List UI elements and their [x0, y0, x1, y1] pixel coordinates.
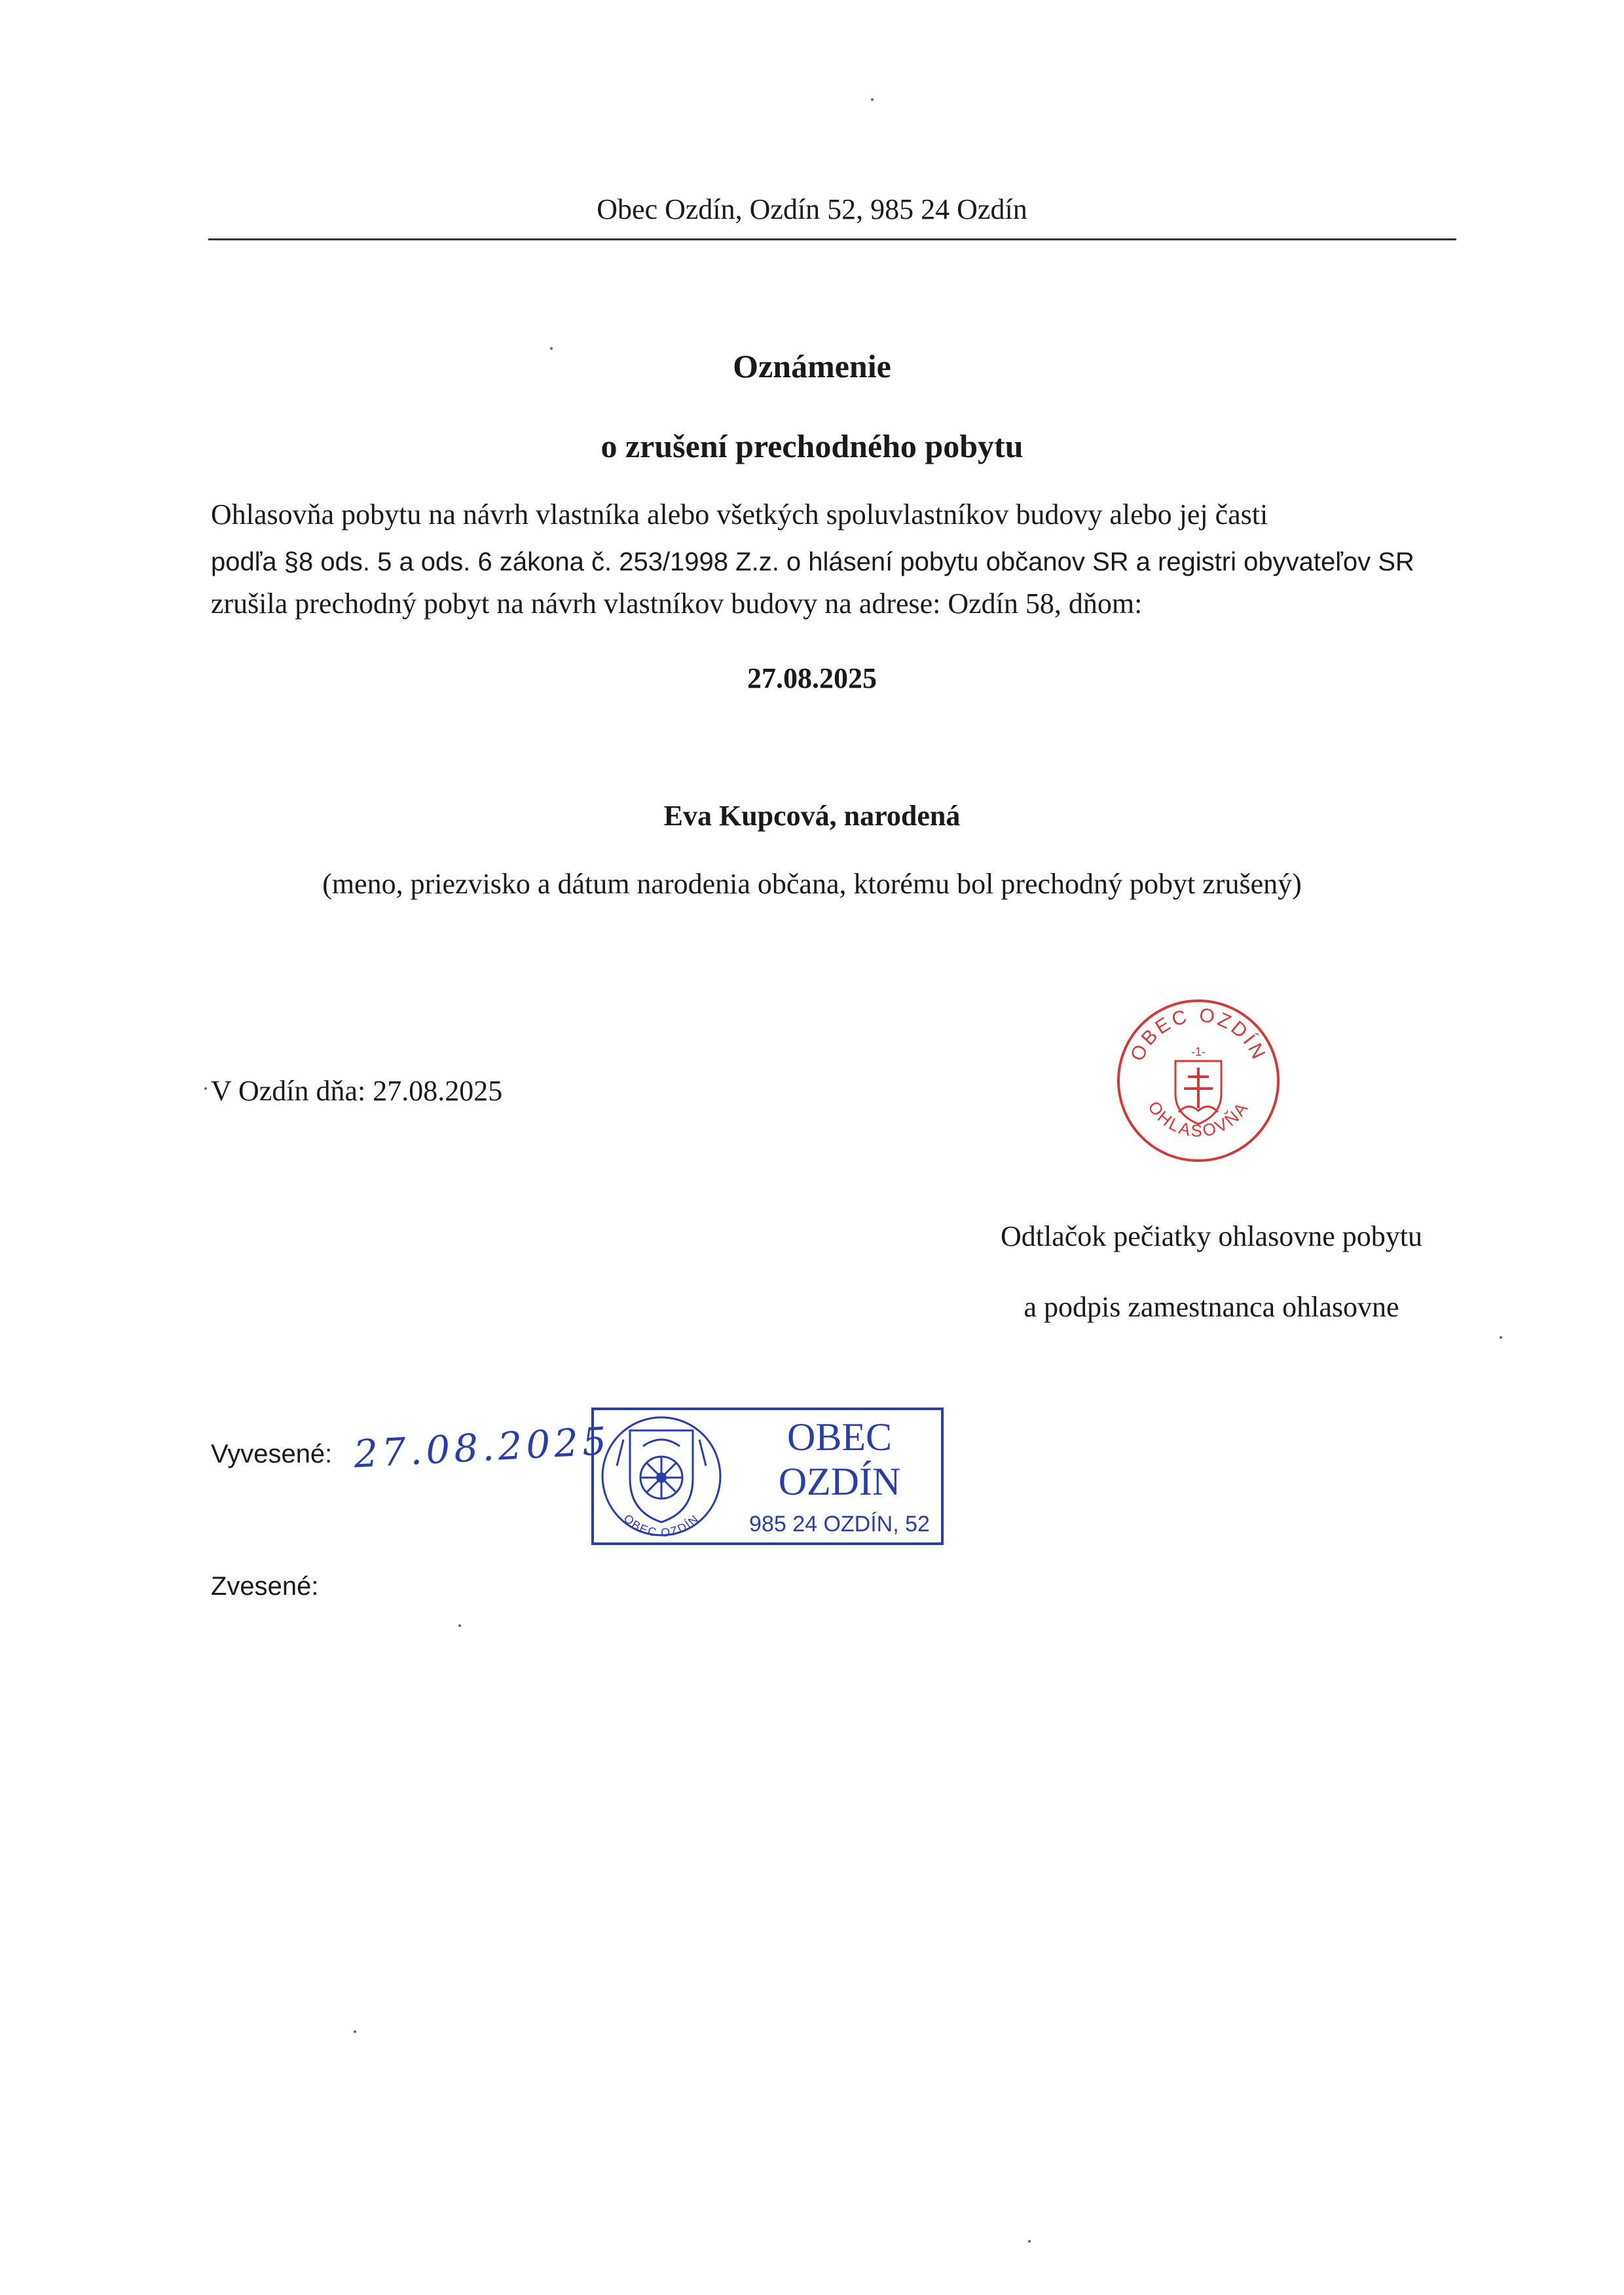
red-stamp-top-text: OBEC OZDÍN: [1126, 1004, 1270, 1065]
person-note: (meno, priezvisko a dátum narodenia občana, ktorému bol prechodný pobyt zrušený): [322, 868, 1302, 900]
red-round-stamp: [1113, 996, 1283, 1166]
person-name: Eva Kupcová, narodená: [663, 800, 961, 832]
cancellation-date: 27.08.2025: [747, 662, 877, 694]
posted-handwritten-date: 27.08.2025: [352, 1418, 612, 1477]
body-line-3: zrušila prechodný pobyt na návrh vlastníkov budovy na adrese: Ozdín 58, dňom:: [211, 588, 1143, 620]
removed-label: Zvesené:: [211, 1572, 319, 1601]
red-stamp-bottom-text: OHLASOVŇA: [1144, 1097, 1253, 1141]
scan-speck: [550, 347, 553, 350]
posted-label: Vyvesené:: [211, 1440, 333, 1468]
scan-speck: [354, 2030, 356, 2033]
blue-rectangular-stamp: [591, 1407, 944, 1546]
document-title: Oznámenie: [733, 348, 891, 384]
stamp-note-line-1: Odtlačok pečiatky ohlasovne pobytu: [1001, 1220, 1422, 1252]
document-subtitle: o zrušení prechodného pobytu: [600, 428, 1024, 464]
slovak-coat-of-arms-icon: [1175, 1061, 1221, 1124]
scan-speck: [871, 98, 874, 101]
blue-stamp-line-1: OBEC: [786, 1415, 893, 1459]
scan-speck: [1028, 2240, 1031, 2243]
blue-stamp-line-2: OZDÍN: [778, 1460, 901, 1503]
scan-speck: [458, 1624, 461, 1627]
body-line-1: Ohlasovňa pobytu na návrh vlastníka alebo všetkých spoluvlastníkov budovy alebo jej časti: [211, 498, 1268, 531]
svg-text:OBEC OZDÍN: [621, 1512, 702, 1539]
scan-speck: [204, 1087, 207, 1090]
blue-stamp-line-3: 985 24 OZDÍN, 52: [749, 1512, 930, 1537]
municipal-coat-of-arms-icon: [617, 1430, 706, 1522]
place-and-date: V Ozdín dňa: 27.08.2025: [211, 1075, 503, 1107]
header-divider: [208, 238, 1456, 240]
blue-stamp-seal-text: OBEC OZDÍN: [621, 1512, 702, 1540]
scan-speck: [1500, 1336, 1502, 1339]
stamp-note-line-2: a podpis zamestnanca ohlasovne: [1024, 1291, 1399, 1323]
red-stamp-number: -1-: [1191, 1045, 1206, 1058]
body-line-2: podľa §8 ods. 5 a ods. 6 zákona č. 253/1998 Z.z. o hlásení pobytu občanov SR a registri obyvateľov SR: [211, 548, 1414, 576]
header-address: Obec Ozdín, Ozdín 52, 985 24 Ozdín: [597, 193, 1027, 225]
